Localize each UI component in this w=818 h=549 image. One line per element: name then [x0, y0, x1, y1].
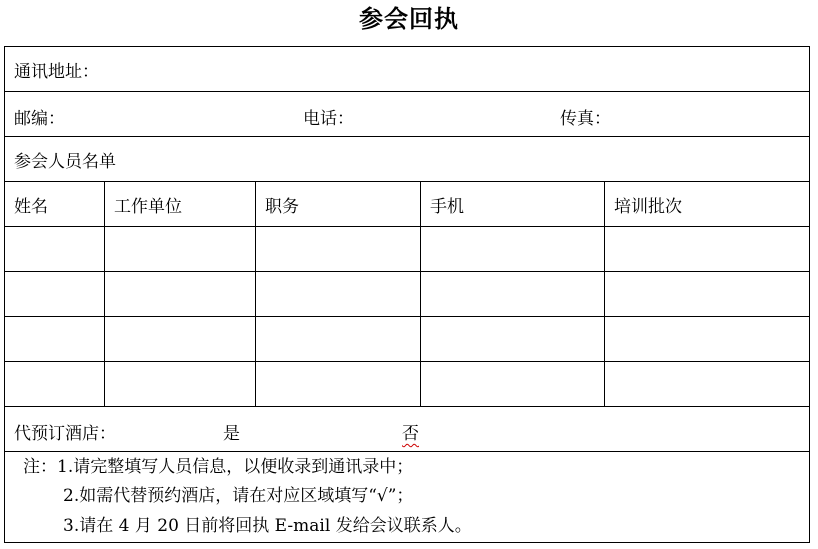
table-cell[interactable]: [605, 227, 810, 272]
table-cell[interactable]: [421, 317, 605, 362]
column-header-name: 姓名: [5, 182, 105, 227]
notes-block: [14, 452, 809, 542]
column-header-position: 职务: [256, 182, 421, 227]
column-header-organization: 工作单位: [105, 182, 256, 227]
contact-row: [5, 92, 810, 137]
notes-row: [5, 452, 810, 543]
table-cell[interactable]: [256, 227, 421, 272]
table-cell[interactable]: [5, 272, 105, 317]
hotel-option-yes[interactable]: 是: [223, 424, 240, 444]
note-line-2: 2.如需代替预约酒店，请在对应区域填写“√”；: [63, 486, 414, 506]
phone-label: 电话：: [303, 109, 354, 129]
address-row: [5, 47, 810, 92]
table-cell[interactable]: [5, 317, 105, 362]
header-row: [5, 182, 810, 227]
attendee-list-row: [5, 137, 810, 182]
table-cell[interactable]: [421, 362, 605, 407]
table-cell[interactable]: [105, 227, 256, 272]
table-cell[interactable]: [256, 272, 421, 317]
table-cell[interactable]: [421, 227, 605, 272]
column-header-mobile: 手机: [421, 182, 605, 227]
table-cell[interactable]: [605, 272, 810, 317]
hotel-option-no[interactable]: 否: [402, 424, 419, 444]
attendee-list-heading: 参会人员名单: [5, 137, 810, 182]
receipt-form-table: [4, 46, 810, 543]
note-line-1: 注：1.请完整填写人员信息，以便收录到通讯录中；: [23, 457, 414, 477]
postcode-label: 邮编：: [14, 109, 65, 129]
form-title: 参会回执: [359, 4, 459, 33]
table-cell[interactable]: [5, 227, 105, 272]
table-cell[interactable]: [605, 362, 810, 407]
table-cell[interactable]: [105, 317, 256, 362]
table-cell[interactable]: [256, 317, 421, 362]
address-field[interactable]: [5, 47, 810, 92]
table-row: [5, 227, 810, 272]
fax-label: 传真：: [560, 109, 611, 129]
address-label: 通讯地址：: [14, 61, 99, 82]
table-cell[interactable]: [105, 362, 256, 407]
table-cell[interactable]: [256, 362, 421, 407]
table-cell[interactable]: [105, 272, 256, 317]
hotel-row: [5, 407, 810, 452]
table-row: [5, 362, 810, 407]
hotel-label: 代预订酒店：: [14, 424, 116, 444]
table-row: [5, 272, 810, 317]
table-cell[interactable]: [5, 362, 105, 407]
table-cell[interactable]: [605, 317, 810, 362]
note-line-3: 3.请在 4 月 20 日前将回执 E-mail 发给会议联系人。: [63, 516, 472, 536]
column-header-training-batch: 培训批次: [605, 182, 810, 227]
table-cell[interactable]: [421, 272, 605, 317]
table-row: [5, 317, 810, 362]
